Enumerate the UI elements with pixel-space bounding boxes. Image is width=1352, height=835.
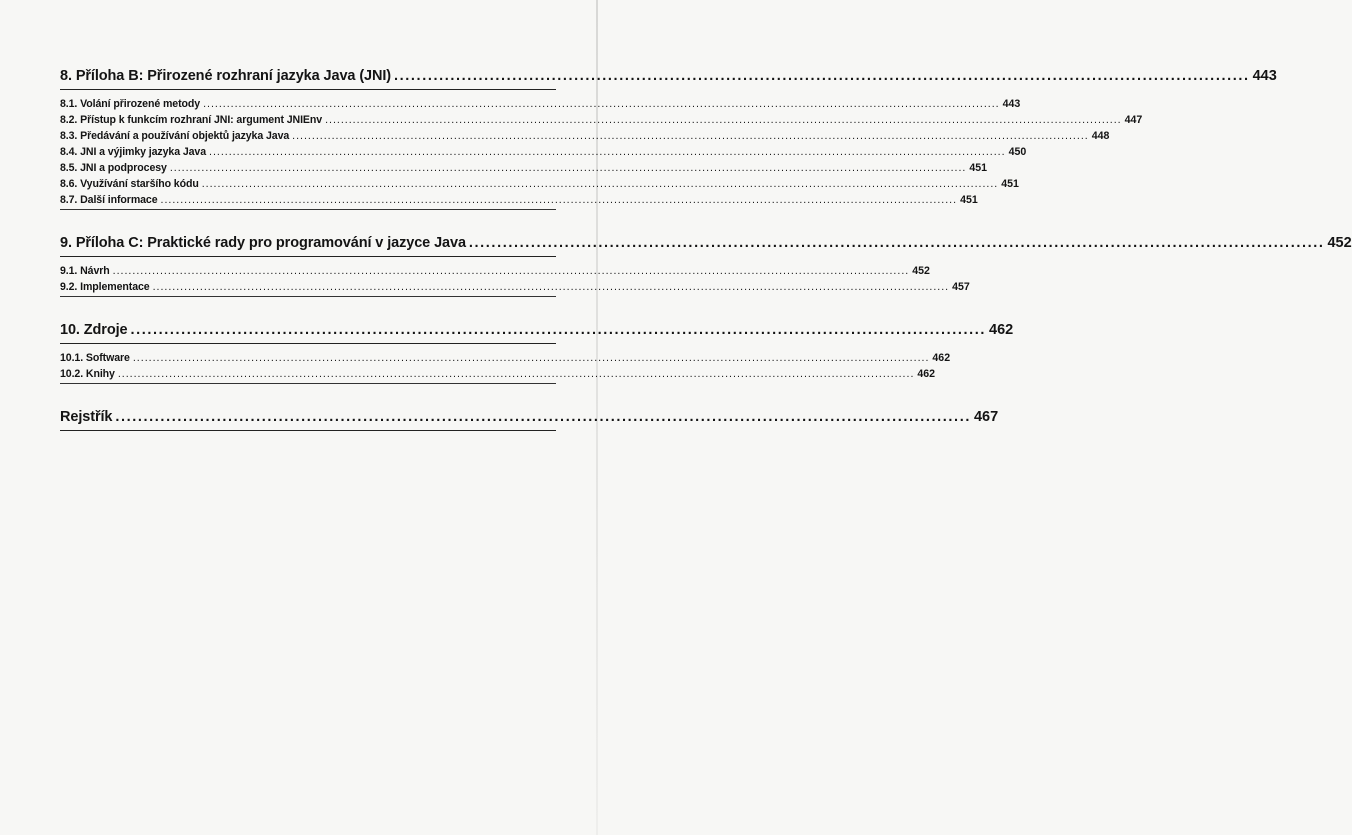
- dot-leader: ..........................................................................................................................................................................................................: [152, 281, 950, 293]
- entry-page-number: 447: [1124, 114, 1143, 126]
- toc-entry[interactable]: [60, 128, 1110, 144]
- dot-leader: ..........................................................................................................................................................................................................: [203, 98, 1000, 110]
- toc-chapter: [60, 320, 1014, 384]
- chapter-page-number: 462: [989, 322, 1014, 338]
- toc-entry[interactable]: [60, 192, 978, 208]
- chapter-page-number: 467: [973, 409, 999, 425]
- entry-page-number: 462: [917, 368, 936, 380]
- entry-page-number: 451: [1001, 178, 1019, 190]
- toc-entry[interactable]: [60, 366, 936, 382]
- toc-entry[interactable]: [60, 350, 951, 366]
- dot-leader: ..........................................................................................................................................................................................................: [117, 368, 915, 380]
- section-list: [60, 350, 951, 384]
- table-of-contents: [60, 66, 1352, 431]
- toc-chapter: [60, 66, 1277, 210]
- entry-title: 8.1. Volání přirozené metody: [60, 98, 201, 110]
- entry-page-number: 452: [912, 265, 930, 277]
- chapter-title: Rejstřík: [60, 409, 113, 425]
- toc-entry[interactable]: [60, 160, 988, 176]
- toc-entry[interactable]: [60, 279, 970, 295]
- dot-leader: ........................................................................................................................................................: [468, 235, 1325, 251]
- entry-page-number: 448: [1091, 130, 1110, 142]
- entry-page-number: 443: [1002, 98, 1021, 110]
- entry-title: 8.7. Další informace: [60, 194, 158, 206]
- dot-leader: ..........................................................................................................................................................................................................: [132, 352, 930, 364]
- dot-leader: ..........................................................................................................................................................................................................: [201, 178, 999, 190]
- entry-page-number: 451: [960, 194, 978, 206]
- dot-leader: ........................................................................................................................................................: [394, 68, 1250, 84]
- dot-leader: ..........................................................................................................................................................................................................: [160, 194, 958, 206]
- chapter-heading[interactable]: [60, 320, 1014, 344]
- entry-title: 9.2. Implementace: [60, 281, 150, 293]
- chapter-heading[interactable]: [60, 407, 999, 431]
- section-list: [60, 96, 1143, 210]
- dot-leader: ..........................................................................................................................................................................................................: [325, 114, 1122, 126]
- entry-title: 8.5. JNI a podprocesy: [60, 162, 167, 174]
- dot-leader: ........................................................................................................................................................: [130, 322, 987, 338]
- entry-title: 9.1. Návrh: [60, 265, 110, 277]
- toc-entry[interactable]: [60, 112, 1143, 128]
- chapter-title: 10. Zdroje: [60, 322, 128, 338]
- toc-entry[interactable]: [60, 176, 1019, 192]
- entry-title: 8.4. JNI a výjimky jazyka Java: [60, 146, 207, 158]
- toc-chapter: [60, 407, 999, 431]
- toc-entry[interactable]: [60, 96, 1021, 112]
- chapter-title: 8. Příloha B: Přirozené rozhraní jazyka Java (JNI): [60, 68, 392, 84]
- section-list: [60, 263, 970, 297]
- dot-leader: ........................................................................................................................................................: [115, 409, 971, 425]
- entry-page-number: 450: [1008, 146, 1027, 158]
- chapter-heading[interactable]: [60, 233, 1352, 257]
- entry-page-number: 457: [952, 281, 970, 293]
- entry-title: 8.3. Předávání a používání objektů jazyka Java: [60, 130, 290, 142]
- toc-entry[interactable]: [60, 263, 930, 279]
- entry-title: 10.1. Software: [60, 352, 130, 364]
- toc-entry[interactable]: [60, 144, 1027, 160]
- dot-leader: ..........................................................................................................................................................................................................: [169, 162, 967, 174]
- entry-title: 8.2. Přístup k funkcím rozhraní JNI: argument JNIEnv: [60, 114, 323, 126]
- chapter-page-number: 452: [1327, 235, 1352, 251]
- dot-leader: ..........................................................................................................................................................................................................: [209, 146, 1006, 158]
- chapter-title: 9. Příloha C: Praktické rady pro programování v jazyce Java: [60, 235, 466, 251]
- toc-chapter: [60, 233, 1352, 297]
- dot-leader: ..........................................................................................................................................................................................................: [112, 265, 910, 277]
- entry-title: 8.6. Využívání staršího kódu: [60, 178, 199, 190]
- chapter-heading[interactable]: [60, 66, 1277, 90]
- entry-title: 10.2. Knihy: [60, 368, 115, 380]
- entry-page-number: 451: [969, 162, 988, 174]
- dot-leader: ..........................................................................................................................................................................................................: [292, 130, 1089, 142]
- chapter-page-number: 443: [1252, 68, 1277, 84]
- entry-page-number: 462: [932, 352, 951, 364]
